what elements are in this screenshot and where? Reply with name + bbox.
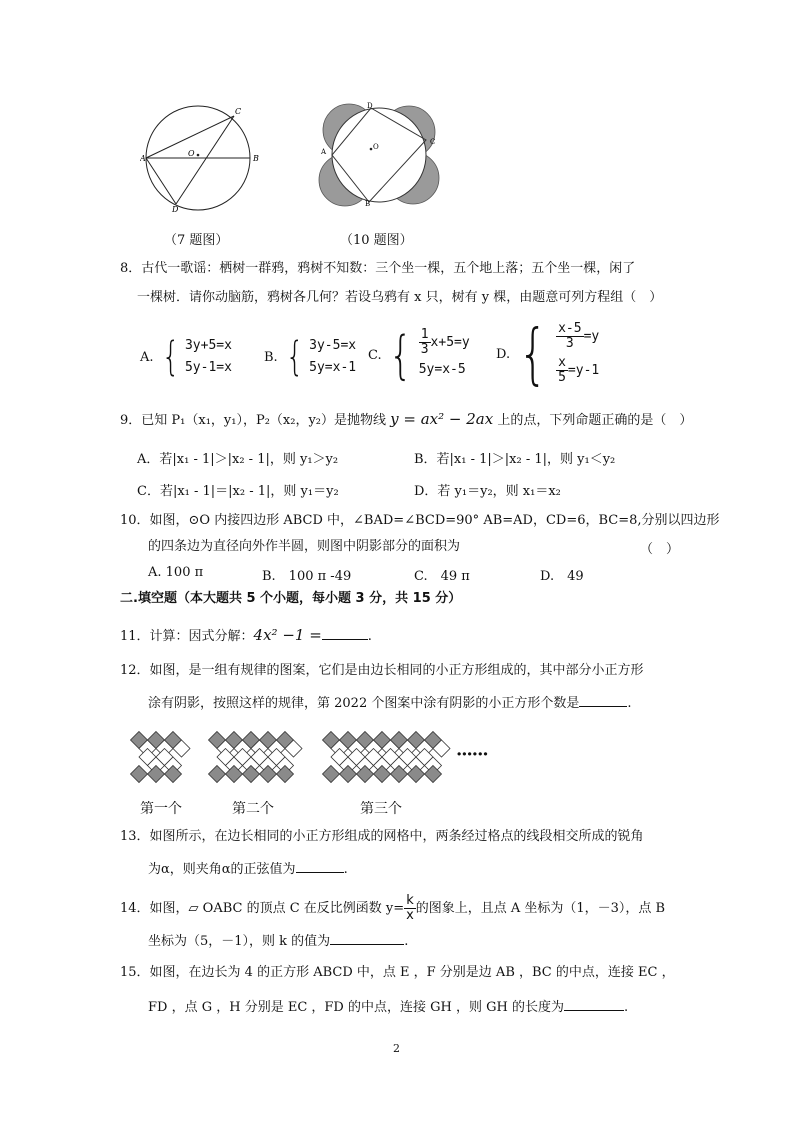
q9-option-d[interactable]: D．若 y₁＝y₂，则 x₁＝x₂ bbox=[414, 484, 561, 499]
fig7-label-A: A bbox=[140, 154, 146, 163]
q14-line-2: 坐标为（5，－1），则 k 的值为 . bbox=[148, 934, 409, 949]
q13-answer-blank[interactable] bbox=[296, 860, 344, 873]
fig7-label-C: C bbox=[235, 107, 242, 116]
q15-line-2: FD ，点 G ，H 分别是 EC ，FD 的中点，连接 GH ，则 GH 的长度为 . bbox=[148, 1000, 629, 1015]
q8-d-eq1: $\frac{x-5}{3}$ =y bbox=[558, 321, 600, 351]
q8-option-a[interactable]: A. { 3y+5=x 5y-1=x bbox=[140, 334, 232, 380]
page-number: 2 bbox=[393, 1042, 400, 1055]
q10-answer-paren: （ ） bbox=[640, 542, 680, 557]
q12-label-3: 第三个 bbox=[360, 801, 402, 817]
fig10-label-A: A bbox=[321, 148, 327, 156]
q14-line-1: 14．如图，▱ OABC 的顶点 C 在反比例函数 y= $\frac{k}{x}$ 的图象上，且点 A 坐标为（1，－3），点 B bbox=[120, 893, 666, 923]
q9-option-c[interactable]: C．若|x₁ - 1|＝|x₂ - 1|，则 y₁＝y₂ bbox=[137, 484, 339, 499]
q8-option-c[interactable]: C. { $\frac{1}{3}$ x+5=y 5y=x-5 bbox=[368, 325, 470, 386]
q12-line-1: 12．如图，是一组有规律的图案，它们是由边长相同的小正方形组成的，其中部分小正方形 bbox=[120, 663, 644, 678]
q9-option-a[interactable]: A．若|x₁ - 1|＞|x₂ - 1|，则 y₁＞y₂ bbox=[137, 452, 339, 467]
q11-answer-blank[interactable] bbox=[322, 627, 368, 640]
q13-line-1: 13．如图所示，在边长相同的小正方形组成的网格中，两条经过格点的线段相交所成的锐角 bbox=[120, 829, 644, 844]
fig10-label-C: C bbox=[430, 138, 436, 146]
q15-answer-blank[interactable] bbox=[564, 998, 624, 1011]
q10-line-1: 10．如图，⊙O 内接四边形 ABCD 中，∠BAD=∠BCD=90° AB=AD，CD=6，BC=8,分别以四边形 bbox=[120, 513, 720, 528]
pattern-square bbox=[209, 766, 226, 783]
figure-10-caption: （10 题图） bbox=[340, 233, 413, 248]
q8-c-eq2: 5y=x-5 bbox=[418, 362, 466, 377]
q8-b-eq2: 5y=x-1 bbox=[309, 360, 357, 375]
q8-a-eq1: 3y+5=x bbox=[184, 338, 232, 353]
q11-formula: 4x² −1 = bbox=[253, 626, 322, 644]
q8-b-eq1: 3y-5=x bbox=[309, 338, 357, 353]
q8-a-eq2: 5y-1=x bbox=[184, 360, 232, 375]
q8-option-b[interactable]: B. { 3y-5=x 5y=x-1 bbox=[264, 334, 357, 380]
q14-answer-blank[interactable] bbox=[330, 932, 404, 945]
pattern-square bbox=[323, 766, 340, 783]
q8-line-1: 8．古代一歌谣：栖树一群鸦，鸦树不知数：三个坐一棵，五个地上落；五个坐一棵，闲了 bbox=[120, 261, 636, 276]
q10-line-2: 的四条边为直径向外作半圆，则图中阴影部分的面积为 bbox=[148, 539, 461, 554]
q9-option-b[interactable]: B．若|x₁ - 1|＞|x₂ - 1|，则 y₁＜y₂ bbox=[414, 452, 616, 467]
q12-label-1: 第一个 bbox=[140, 801, 182, 817]
fig10-label-B: B bbox=[365, 200, 371, 208]
q14-fraction: $\frac{k}{x}$ bbox=[406, 893, 414, 923]
figure-10-diagram bbox=[315, 100, 445, 210]
q8-d-eq2: $\frac{x}{5}$ =y-1 bbox=[558, 355, 600, 385]
fig10-label-D: D bbox=[367, 102, 373, 110]
q8-option-d[interactable]: D. { $\frac{x-5}{3}$ =y $\frac{x}{5}$ =y-1 bbox=[496, 315, 600, 392]
q8-c-eq1: $\frac{1}{3}$ x+5=y bbox=[420, 327, 470, 357]
fig7-label-O: O bbox=[188, 149, 195, 158]
q13-line-2: 为α，则夹角α的正弦值为 . bbox=[148, 862, 348, 877]
q12-ellipsis: ······ bbox=[456, 744, 488, 765]
figure-7-diagram bbox=[140, 102, 270, 214]
q12-label-2: 第二个 bbox=[232, 801, 274, 817]
q10-option-c[interactable]: C. 49 π bbox=[414, 569, 470, 584]
section-2-heading: 二.填空题（本大题共 5 个小题，每小题 3 分，共 15 分） bbox=[120, 591, 462, 606]
q10-option-a[interactable]: A. 100 π bbox=[148, 565, 204, 580]
q8-line-2: 一棵树．请你动脑筋，鸦树各几何？若设乌鸦有 x 只，树有 y 棵，由题意可列方程组（ ） bbox=[137, 290, 663, 305]
figure-7-caption: （7 题图） bbox=[164, 233, 229, 248]
q12-answer-blank[interactable] bbox=[579, 694, 627, 707]
fig10-label-O: O bbox=[373, 143, 379, 151]
q10-option-b[interactable]: B. 100 π -49 bbox=[262, 569, 352, 584]
fig7-label-B: B bbox=[253, 154, 259, 163]
fig7-label-D: D bbox=[172, 205, 179, 214]
q9-formula: y = ax² − 2ax bbox=[390, 410, 494, 428]
q15-line-1: 15．如图，在边长为 4 的正方形 ABCD 中，点 E ，F 分别是边 AB ，BC 的中点，连接 EC ， bbox=[120, 965, 675, 980]
q9-stem: 9．已知 P₁（x₁，y₁），P₂（x₂，y₂）是抛物线 y = ax² − 2ax 上的点，下列命题正确的是（ ） bbox=[120, 410, 693, 428]
q10-option-d[interactable]: D. 49 bbox=[540, 569, 584, 584]
q11: 11．计算：因式分解：4x² −1 = . bbox=[120, 626, 372, 644]
q12-line-2: 涂有阴影，按照这样的规律，第 2022 个图案中涂有阴影的小正方形个数是 . bbox=[148, 696, 632, 711]
pattern-square bbox=[131, 766, 148, 783]
